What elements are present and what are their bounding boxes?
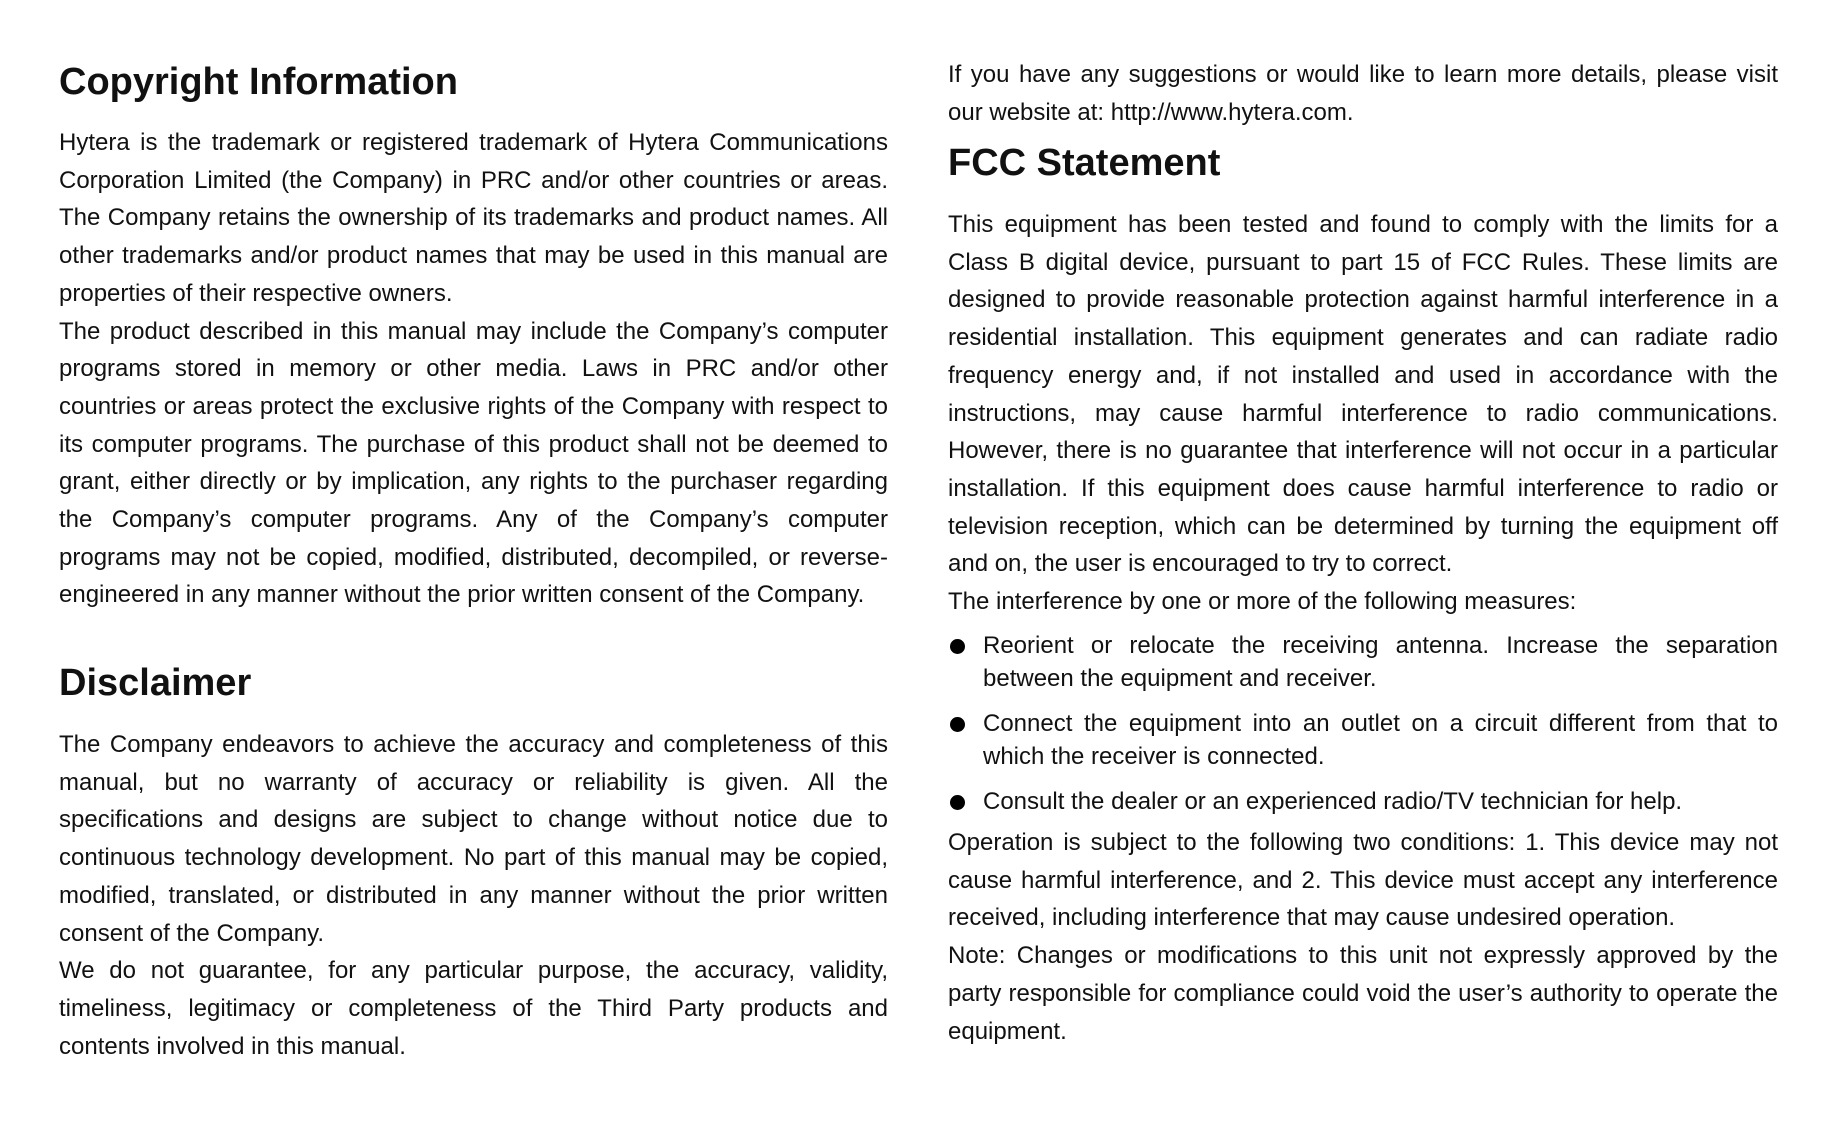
list-item-text: Reorient or relocate the receiving antenna. Increase the separation between the equipment and receiver. [983,632,1778,692]
fcc-body [948,206,1778,621]
copyright-paragraph: Hytera is the trademark or registered trademark of Hytera Communications Corporation Limited (the Company) in PRC and/or other countries or areas. The Company retains the ownership of its trademarks and product names. All other trademarks and/or product names that may be used in this manual are properties of their respective owners. [59,129,888,307]
bullet-icon [950,639,965,654]
list-item-text: Connect the equipment into an outlet on a circuit different from that to which the receiver is connected. [983,710,1778,770]
fcc-measures-list [948,630,1778,832]
list-item [948,708,1778,773]
list-item-text: Consult the dealer or an experienced radio/TV technician for help. [983,788,1683,815]
fcc-paragraph: The interference by one or more of the following measures: [948,588,1577,616]
copyright-paragraph: The product described in this manual may include the Company’s computer programs stored in memory or other media. Laws in PRC and/or other countries or areas protect the exclusive rights of the Company with respect to its computer programs. The purchase of this product shall not be deemed to grant, either directly or by implication, any rights to the purchaser regarding the Company’s computer programs. Any of the Company’s computer programs may not be copied, modified, distributed, decompiled, or reverse-engineered in any manner without the prior written consent of the Company. [59,317,888,609]
list-item [948,786,1778,819]
fcc-paragraph: This equipment has been tested and found to comply with the limits for a Class B digital device, pursuant to part 15 of FCC Rules. These limits are designed to provide reasonable protection against harmful interference in a residential installation. This equipment generates and can radiate radio frequency energy and, if not installed and used in accordance with the instructions, may cause harmful interference to radio communications. However, there is no guarantee that interference will not occur in a particular installation. If this equipment does cause harmful interference to radio or television reception, which can be determined by turning the equipment off and on, the user is encouraged to try to correct. [948,211,1778,578]
fcc-heading: FCC Statement [948,142,1221,184]
intro-paragraph: If you have any suggestions or would like to learn more details, please visit our website at: http://www.hytera.com. [948,61,1778,126]
copyright-heading: Copyright Information [59,61,458,103]
bullet-icon [950,795,965,810]
fcc-note: Note: Changes or modifications to this unit not expressly approved by the party responsible for compliance could void the user’s authority to operate the equipment. [948,942,1778,1045]
disclaimer-paragraph: The Company endeavors to achieve the accuracy and completeness of this manual, but no warranty of accuracy or reliability is given. All the specifications and designs are subject to change without notice due to continuous technology development. No part of this manual may be copied, modified, translated, or distributed in any manner without the prior written consent of the Company. [59,731,888,947]
intro-text [948,56,1778,131]
bullet-icon [950,717,965,732]
disclaimer-paragraph: We do not guarantee, for any particular purpose, the accuracy, validity, timeliness, legitimacy or completeness of the Third Party products and contents involved in this manual. [59,957,888,1060]
disclaimer-heading: Disclaimer [59,662,252,704]
list-item [948,630,1778,695]
disclaimer-body [59,726,888,1065]
copyright-body [59,124,888,614]
fcc-paragraph: Operation is subject to the following two conditions: 1. This device may not cause harmful interference, and 2. This device must accept any interference received, including interference that may cause undesired operation. [948,829,1778,932]
fcc-conditions [948,824,1778,1050]
